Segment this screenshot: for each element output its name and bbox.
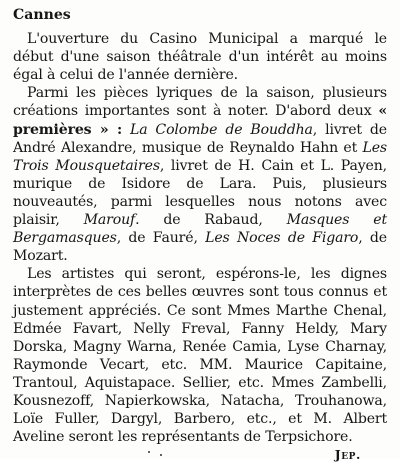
text-run: , de Fauré, xyxy=(116,230,206,247)
text-run: . de Rabaud, xyxy=(135,212,287,229)
text-run: , livret de André Alexandre, musique de Reynaldo Hahn et xyxy=(13,121,387,156)
paragraph-opening: L'ouverture du Casino Municipal a marqué le début d'une saison théâtrale d'un intérêt au moins égal à celui de l'année dernière. xyxy=(13,31,387,84)
text-run: , livret de H. Cain et L. Payen, murique de Isidore de Lara. Puis, plusieurs nouveautés, parmi lesquelles nous notons avec plaisir, xyxy=(13,157,387,229)
text-run: , de Mozart. xyxy=(13,230,387,265)
print-speck xyxy=(148,451,150,453)
work-title: Les Noces de Figaro xyxy=(205,230,359,247)
article xyxy=(13,6,387,464)
print-speck xyxy=(160,454,162,456)
paragraph-lyric-works xyxy=(13,84,387,265)
work-title: Les Trois Mousquetaires xyxy=(13,139,387,174)
work-title: La Colombe de Bouddha xyxy=(129,121,313,138)
work-title: Marouf xyxy=(83,212,136,229)
article-title: Cannes xyxy=(13,7,71,23)
text-run xyxy=(122,122,130,138)
premieres-heading: « premières » : xyxy=(13,103,387,138)
work-title: Masques et Bergamasques xyxy=(13,212,387,247)
text-run: Parmi les pièces lyriques de la saison, plusieurs créations importantes sont à noter. D'abord deux xyxy=(13,85,387,120)
paragraph-artists: Les artistes qui seront, espérons-le, les dignes interprètes de ces belles œuvres sont tous connus et justement appréciés. Ce sont Mmes Marthe Chenal, Edmée Favart, Nelly Freval, Fanny Heldy, Mary Dorska, Magny Warna, Renée Camia, Lyse Charnay, Raymonde Vecart, etc. MM. Maurice Capitaine, Trantoul, Aquistapace. Sellier, etc. Mmes Zambelli, Kousnezoff, Napierkowska, Natacha, Trouhanowa, Loïe Fuller, Dargyl, Barbero, etc., et M. Albert Aveline seront les représentants de Terpsichore. xyxy=(13,266,387,446)
author-signature: Jep. xyxy=(334,447,361,463)
